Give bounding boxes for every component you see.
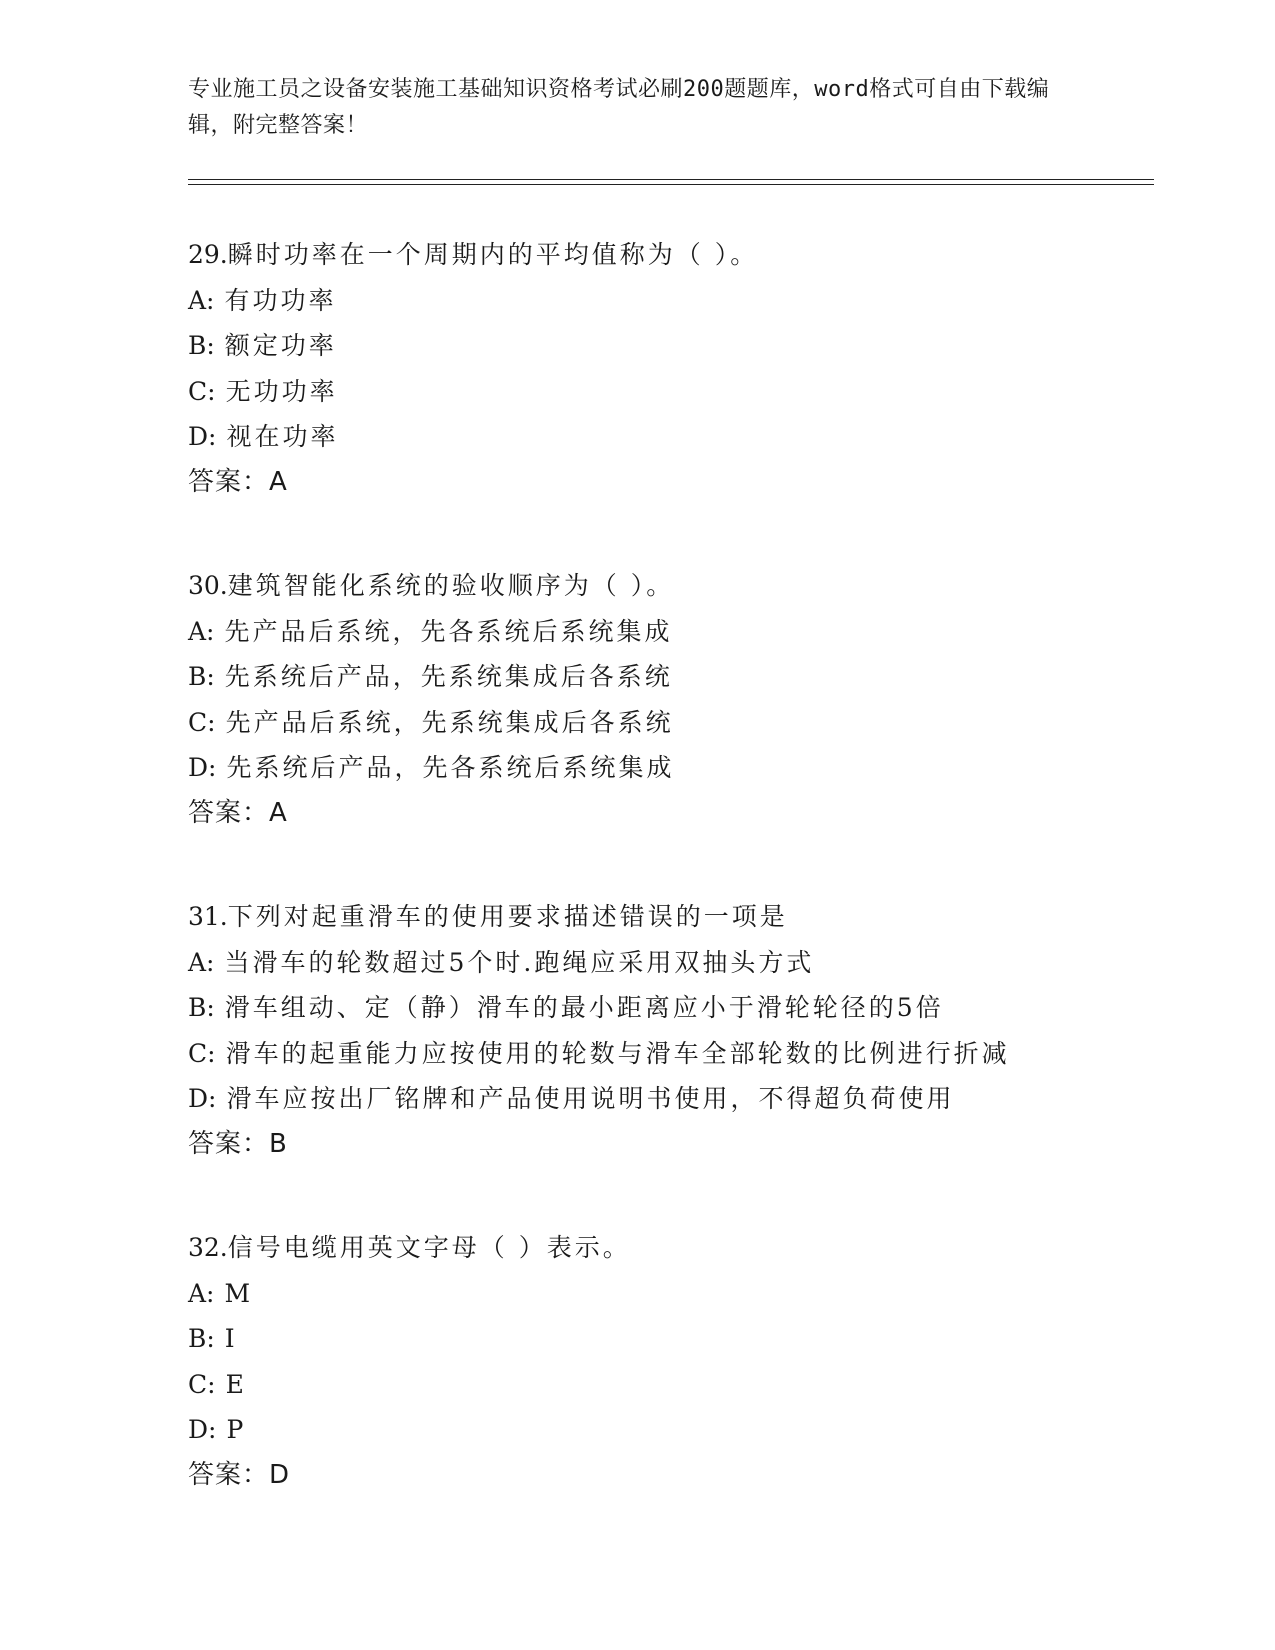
- option-c: [188, 369, 1148, 415]
- option-text: 先系统后产品，先各系统后系统集成: [226, 753, 675, 782]
- option-letter: A:: [188, 616, 215, 646]
- question-text: 下列对起重滑车的使用要求描述错误的一项是: [227, 902, 788, 931]
- option-letter: B:: [188, 1324, 215, 1353]
- question-number: 31.: [188, 902, 228, 931]
- header-divider-top: [188, 179, 1154, 180]
- question-29: [188, 232, 1148, 505]
- question-number: 30.: [188, 571, 228, 600]
- question-stem: [188, 1225, 1148, 1271]
- option-text: 滑车应按出厂铭牌和产品使用说明书使用，不得超负荷使用: [226, 1084, 955, 1113]
- answer-label: 答案：: [188, 466, 270, 497]
- option-letter: C:: [188, 376, 216, 406]
- answer-label: 答案：: [188, 1459, 270, 1490]
- option-letter: D:: [188, 422, 217, 451]
- option-text: E: [225, 1369, 247, 1399]
- option-d: [188, 414, 1148, 460]
- answer-line: [188, 1122, 1148, 1168]
- option-letter: C:: [188, 707, 216, 737]
- option-letter: D:: [188, 1415, 217, 1444]
- option-c: [188, 1031, 1148, 1077]
- option-letter: C:: [188, 1038, 216, 1068]
- question-text: 建筑智能化系统的验收顺序为（ ）。: [227, 571, 675, 600]
- question-number: 29.: [188, 240, 228, 269]
- option-text: 滑车的起重能力应按使用的轮数与滑车全部轮数的比例进行折减: [225, 1038, 1010, 1068]
- option-letter: B:: [188, 993, 215, 1022]
- option-b: [188, 323, 1148, 369]
- answer-value: D: [269, 1459, 291, 1490]
- option-letter: A:: [188, 1278, 215, 1308]
- option-letter: B:: [188, 331, 215, 360]
- option-letter: D:: [188, 1084, 217, 1113]
- answer-label: 答案：: [188, 797, 270, 828]
- option-letter: B:: [188, 662, 215, 691]
- option-text: I: [224, 1324, 238, 1353]
- answer-value: A: [269, 466, 288, 497]
- question-31: [188, 894, 1148, 1167]
- option-text: M: [224, 1278, 254, 1308]
- option-text: 无功功率: [225, 376, 338, 406]
- option-c: [188, 1362, 1148, 1408]
- option-d: [188, 745, 1148, 791]
- option-text: 有功功率: [224, 285, 337, 315]
- answer-line: [188, 791, 1148, 837]
- question-32: [188, 1225, 1148, 1498]
- option-text: 额定功率: [224, 331, 337, 360]
- option-letter: C:: [188, 1369, 216, 1399]
- option-a: [188, 278, 1148, 324]
- option-text: 先系统后产品，先系统集成后各系统: [224, 662, 673, 691]
- question-text: 信号电缆用英文字母（ ）表示。: [227, 1233, 631, 1262]
- question-stem: [188, 563, 1148, 609]
- question-stem: [188, 232, 1148, 278]
- document-header: 专业施工员之设备安装施工基础知识资格考试必刷200题题库，word格式可自由下载编辑，附完整答案！: [188, 77, 1050, 138]
- question-text: 瞬时功率在一个周期内的平均值称为（ ）。: [227, 240, 759, 269]
- option-a: [188, 940, 1148, 986]
- question-number: 32.: [188, 1233, 228, 1262]
- answer-line: [188, 1453, 1148, 1499]
- option-b: [188, 1316, 1148, 1362]
- question-list: [188, 232, 1148, 1556]
- answer-value: B: [269, 1128, 288, 1159]
- option-letter: A:: [188, 285, 215, 315]
- option-letter: D:: [188, 753, 217, 782]
- option-b: [188, 654, 1148, 700]
- option-text: 先产品后系统，先各系统后系统集成: [224, 616, 673, 646]
- option-a: [188, 609, 1148, 655]
- option-text: P: [226, 1415, 247, 1444]
- question-30: [188, 563, 1148, 836]
- header-divider-bottom: [188, 184, 1154, 185]
- option-d: [188, 1407, 1148, 1453]
- option-c: [188, 700, 1148, 746]
- option-text: 当滑车的轮数超过5个时.跑绳应采用双抽头方式: [224, 947, 815, 977]
- option-d: [188, 1076, 1148, 1122]
- option-b: [188, 985, 1148, 1031]
- option-text: 视在功率: [226, 422, 339, 451]
- question-stem: [188, 894, 1148, 940]
- answer-label: 答案：: [188, 1128, 270, 1159]
- answer-line: [188, 460, 1148, 506]
- option-text: 先产品后系统，先系统集成后各系统: [225, 707, 674, 737]
- option-text: 滑车组动、定（静）滑车的最小距离应小于滑轮轮径的5倍: [224, 993, 944, 1022]
- option-letter: A:: [188, 947, 215, 977]
- answer-value: A: [269, 797, 288, 828]
- option-a: [188, 1271, 1148, 1317]
